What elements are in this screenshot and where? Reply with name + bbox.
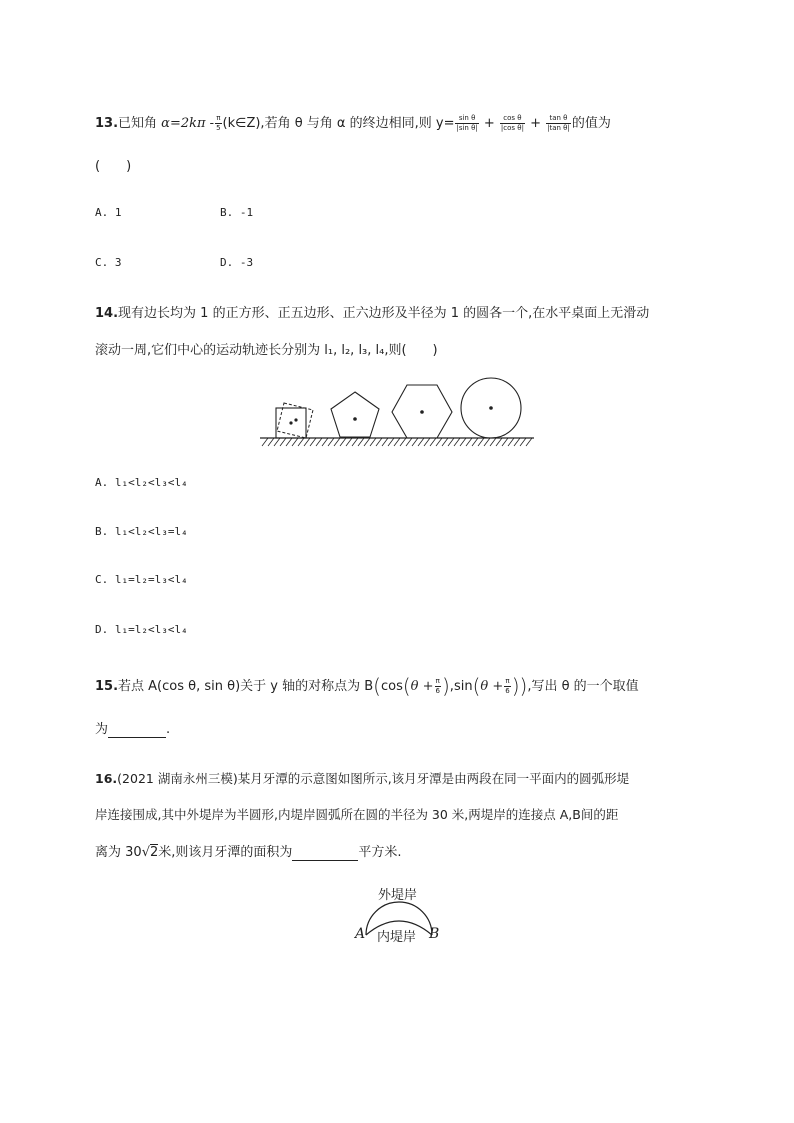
q13-k-cond: (k∈Z),若角 θ 与角 α 的终边相同,则 y=	[222, 116, 455, 131]
right-paren: )	[441, 674, 450, 698]
question-number: 16.	[95, 771, 118, 786]
answer-paren: ( )	[95, 159, 132, 174]
point-b-label: B	[429, 926, 440, 942]
q15-frac-pi6: $\frac{\pi}{6}$	[505, 677, 510, 695]
table-surface	[260, 438, 534, 446]
q15-text-a: 若点 A(cos θ, sin θ)关于 y 轴的对称点为 B	[118, 679, 374, 694]
option-b: B. -1	[220, 206, 254, 219]
big-left-paren: (	[373, 674, 381, 698]
q16-text: (2021 湖南永州三模)某月牙潭的示意图如图所示,该月牙潭是由两段在同一平面内的圆弧形堤	[117, 771, 630, 786]
q14-line1	[95, 302, 649, 321]
circle-shape	[461, 378, 521, 438]
q13-tail: 的值为	[571, 116, 611, 131]
q14-line2: 滚动一周,它们中心的运动轨迹长分别为 l₁, l₂, l₃, l₄,则( )	[95, 343, 438, 358]
question-number: 15.	[95, 679, 119, 694]
pentagon-shape	[331, 392, 379, 437]
plus-sign: +	[483, 116, 495, 131]
right-paren: )	[511, 674, 520, 698]
q13-frac-cos: $\frac{\text{cos θ}}{\text{|cos θ|}}$	[500, 114, 524, 132]
big-right-paren: )	[519, 674, 528, 698]
point-a-label: A	[355, 926, 366, 942]
left-paren: (	[472, 674, 481, 698]
sqrt-radicand: 2	[149, 845, 159, 860]
q13-frac-tan: $\frac{\text{tan θ}}{\text{|tan θ|}}$	[547, 114, 570, 132]
q14-text: 现有边长均为 1 的正方形、正五边形、正六边形及半径为 1 的圆各一个,在水平桌面上无滑动	[118, 306, 650, 321]
hexagon-shape	[392, 385, 452, 438]
answer-blank	[292, 845, 358, 861]
q13-alpha-def: α=2kπ -	[161, 116, 215, 131]
q16-line1	[95, 769, 629, 787]
left-paren: (	[402, 674, 411, 698]
rolling-shapes-figure	[258, 375, 538, 450]
question-number: 13.	[95, 116, 119, 131]
comma: ,	[449, 679, 454, 694]
option-a: A. l₁<l₂<l₃<l₄	[95, 476, 188, 489]
q13-frac-sin: $\frac{\text{sin θ}}{\text{|sin θ|}}$	[456, 114, 478, 132]
sin-func: sin	[453, 679, 473, 694]
q13-text-a: 已知角	[118, 116, 162, 131]
q15-frac-pi6: $\frac{\pi}{6}$	[435, 677, 440, 695]
q15-text-b: ,写出 θ 的一个取值	[527, 679, 639, 694]
plus-sign: +	[530, 116, 541, 131]
square-shape	[276, 403, 313, 438]
q13-frac-pi5: $\frac{\pi}{5}$	[216, 114, 221, 132]
answer-blank	[108, 722, 166, 738]
option-c: C. l₁=l₂=l₃<l₄	[95, 573, 188, 586]
theta-plus: θ +	[480, 679, 504, 694]
option-c: C. 3	[95, 256, 122, 269]
q13-stem	[95, 112, 611, 133]
q16-line2: 岸连接围成,其中外堤岸为半圆形,内堤岸圆弧所在圆的半径为 30 米,两堤岸的连接点 A,B间的距	[95, 807, 619, 822]
q15-line1	[95, 674, 639, 698]
outer-bank-label: 外堤岸	[378, 888, 418, 903]
q15-line2-text: 为	[95, 722, 109, 737]
option-a: A. 1	[95, 206, 122, 219]
theta-plus: θ +	[410, 679, 434, 694]
q16-line3: 离为 30√2米,则该月牙潭的面积为 平方米.	[95, 845, 402, 860]
option-d: D. -3	[220, 256, 254, 269]
sqrt-symbol: √	[141, 845, 150, 860]
inner-bank-label: 内堤岸	[377, 930, 417, 945]
cos-func: cos	[380, 679, 403, 694]
question-number: 14.	[95, 306, 119, 321]
q15-line2: 为 .	[95, 722, 171, 737]
option-b: B. l₁<l₂<l₃=l₄	[95, 525, 188, 538]
option-d: D. l₁=l₂<l₃<l₄	[95, 623, 188, 636]
